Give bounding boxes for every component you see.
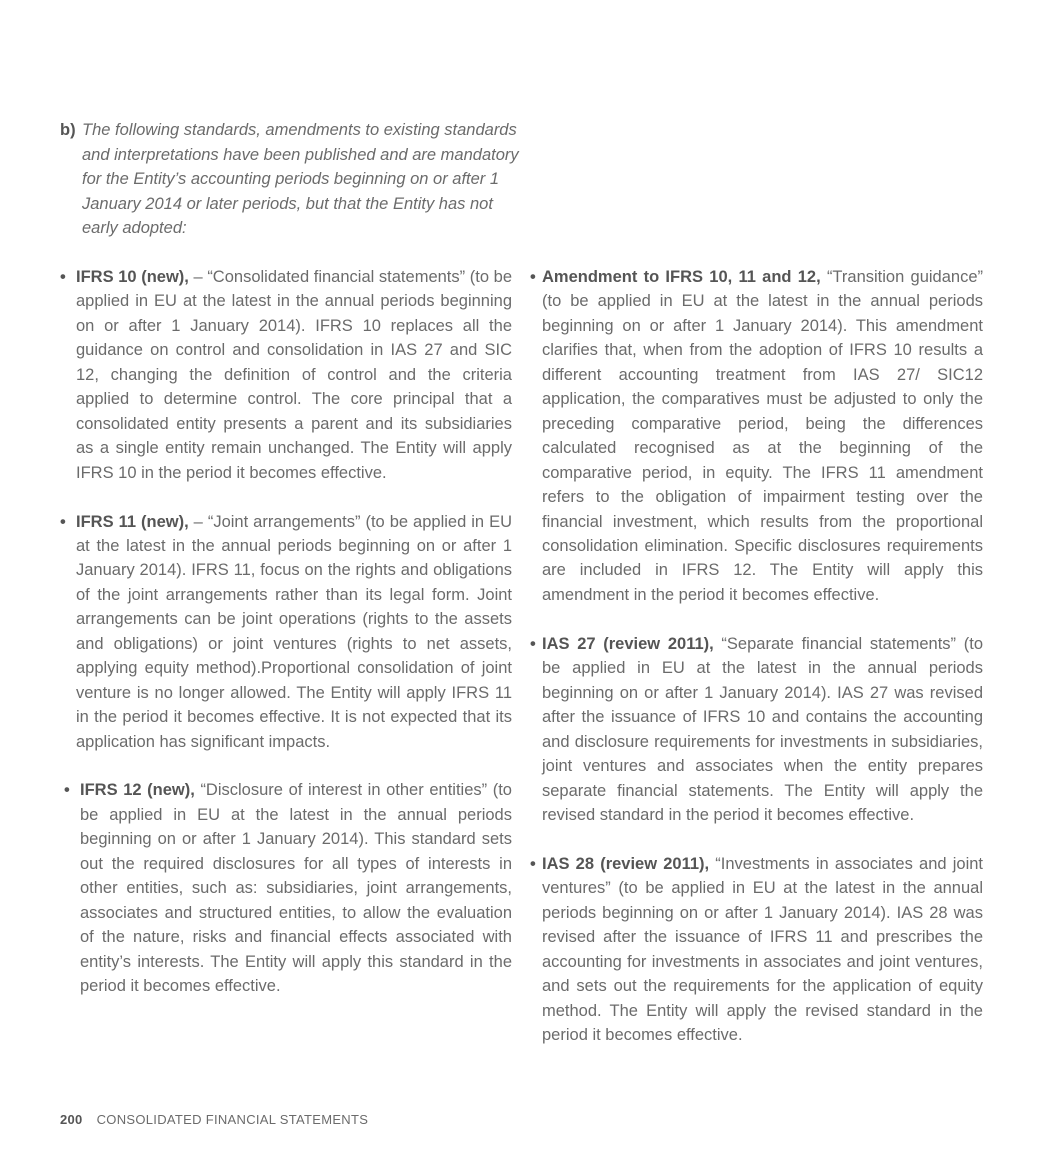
bullet: • [60, 268, 66, 286]
item-body: “Investments in associates and joint ventures” (to be applied in EU at the latest in the annual periods beginning on or after 1 January 2014). IAS 28 was revised after the issuance of IFRS 11 and prescribes the accounting for investments in associates and joint ventures, and sets out the requirements for the application of equity method. The Entity will apply the revised standard in the period it becomes effective. [542, 854, 983, 1045]
intro-text: The following standards, amendments to existing standards and interpretations have been published and are mandatory for the Entity’s accounting periods beginning on or after 1 January 2014 or later periods, but that the Entity has not early adopted: [82, 121, 519, 237]
section-title: CONSOLIDATED FINANCIAL STATEMENTS [96, 1112, 369, 1127]
item-heading: IAS 28 (review 2011), [542, 854, 710, 873]
item-body: – “Consolidated financial statements” (to be applied in EU at the latest in the annual periods beginning on or after 1 January 2014). IFRS 10 replaces all the guidance on control and consolidation in IAS 27 and SIC 12, changing the definition of control and the criteria applied to determine control. The core principal that a consolidated entity presents a parent and its subsidiaries as a single entity remain unchanged. The Entity will apply IFRS 10 in the period it becomes effective. [76, 268, 512, 482]
item-body: “Transition guidance” (to be applied in EU at the latest in the annual periods beginning on or after 1 January 2014). This amendment clarifies that, when from the adoption of IFRS 10 results a different accounting treatment from IAS 27/ SIC12 application, the comparatives must be adjusted to only the preceding comparative period, being the differences calculated recognised as at the beginning of the comparative period, in equity. The IFRS 11 amendment refers to the obligation of impairment testing over the financial investment, which results from the proportional consolidation elimination. Specific disclosures requirements are included in IFRS 12. The Entity will apply this amendment in the period it becomes effective. [542, 268, 983, 604]
item-body: “Separate financial statements” (to be applied in EU at the latest in the annual periods beginning on or after 1 January 2014). IAS 27 was revised after the issuance of IFRS 10 and contains the accounting and disclosure requirements for investments in subsidiaries, joint ventures and associates when the entity prepares separate financial statements. The Entity will apply the revised standard in the period it becomes effective. [542, 634, 983, 824]
page-footer [60, 1112, 368, 1127]
item-heading: IFRS 11 (new), [76, 512, 189, 531]
item-heading: Amendment to IFRS 10, 11 and 12, [542, 268, 821, 286]
list-item-ias-27 [530, 632, 983, 828]
item-heading: IAS 27 (review 2011), [542, 634, 714, 653]
list-item-amendment-ifrs-10-11-12 [530, 265, 983, 607]
intro-paragraph [60, 118, 520, 241]
item-body: – “Joint arrangements” (to be applied in EU at the latest in the annual periods beginning on or after 1 January 2014). IFRS 11, focus on the rights and obligations of the joint arrangements rather than its legal form. Joint arrangements can be joint operations (rights to the assets and obligations) or joint ventures (rights to net assets, applying equity method).Proportional consolidation of joint venture is no longer allowed. The Entity will apply IFRS 11 in the period it becomes effective. It is not expected that its application has significant impacts. [76, 512, 512, 751]
bullet: • [64, 781, 70, 800]
bullet: • [530, 854, 536, 873]
item-heading: IFRS 10 (new), [76, 268, 189, 286]
list-item-ifrs-11 [60, 510, 512, 755]
list-item-ifrs-12 [60, 778, 512, 998]
intro-letter: b) [60, 121, 76, 139]
item-body: “Disclosure of interest in other entities” (to be applied in EU at the latest in the annual periods beginning on or after 1 January 2014). This standard sets out the required disclosures for all types of interests in other entities, such as: subsidiaries, joint arrangements, associates and structured entities, to allow the evaluation of the nature, risks and financial effects associated with entity’s interests. The Entity will apply this standard in the period it becomes effective. [80, 781, 512, 996]
list-item-ias-28 [530, 852, 983, 1048]
list-item-ifrs-10 [60, 265, 512, 485]
bullet: • [530, 268, 536, 286]
page-number: 200 [60, 1112, 83, 1127]
left-column [60, 265, 512, 1023]
item-heading: IFRS 12 (new), [80, 781, 195, 800]
bullet: • [530, 634, 536, 653]
bullet: • [60, 512, 66, 531]
right-column [530, 265, 983, 1072]
